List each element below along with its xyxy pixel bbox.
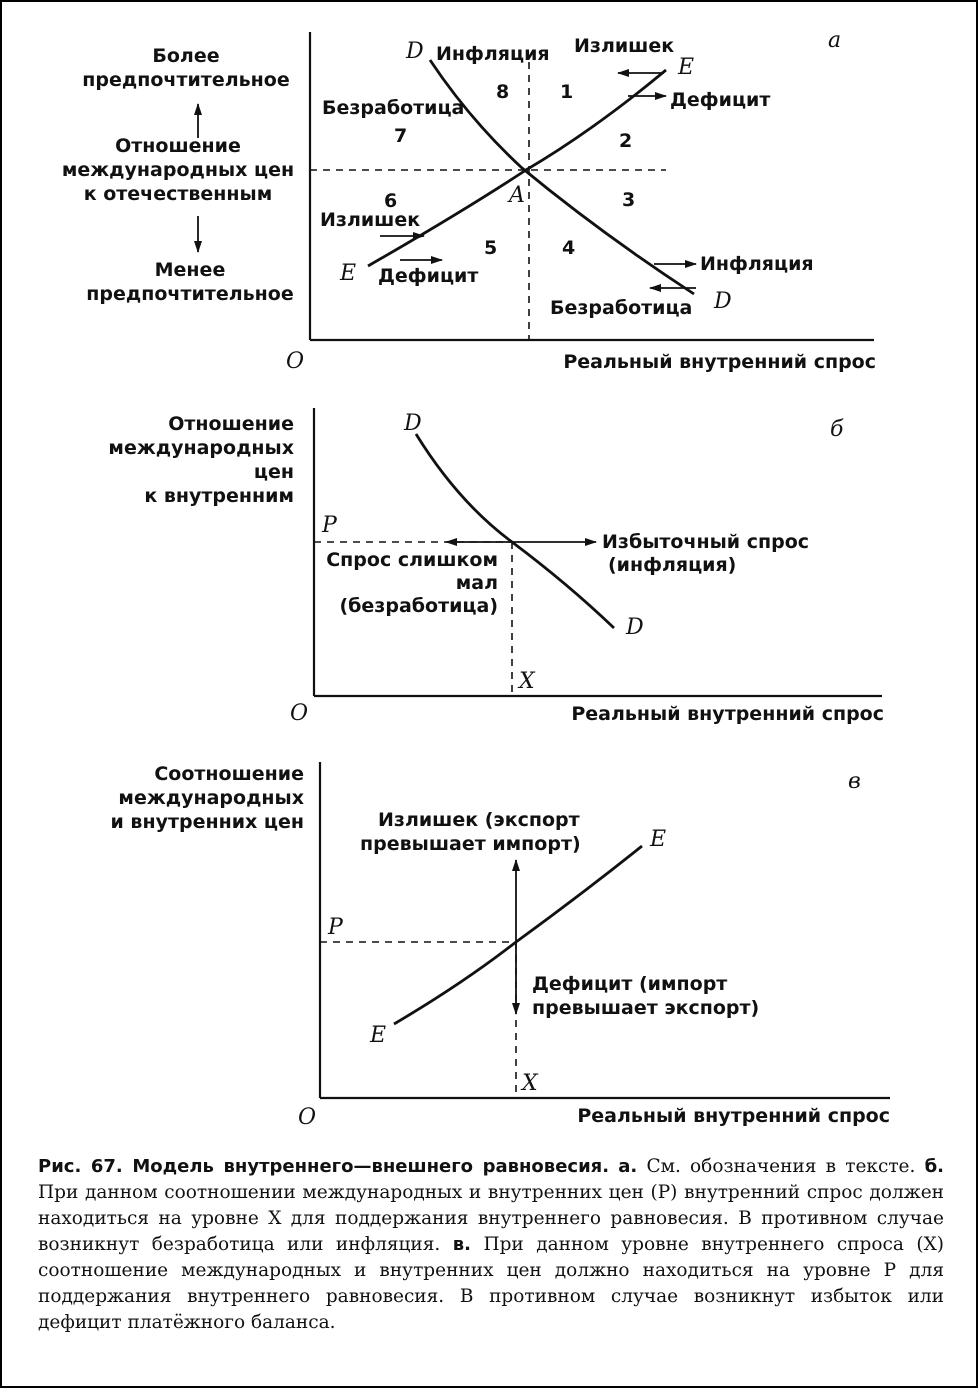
panel-c (111, 762, 891, 1130)
panel-c-letter: в (848, 769, 861, 794)
panel-b-y-axis-line2: международных (108, 437, 294, 459)
panel-a-more-preferable-line1: Более (152, 45, 220, 67)
panel-b-x-axis-label: Реальный внутренний спрос (571, 703, 884, 725)
panel-a-unemployment-top: Безработица (322, 97, 465, 119)
panel-b-d-label-bottom: D (626, 615, 644, 640)
panel-b-right-note-line1: Избыточный спрос (602, 531, 810, 553)
panel-c-y-axis-line2: международных (118, 787, 304, 809)
panel-a-y-axis-line2: международных цен (61, 159, 295, 181)
panel-a (62, 28, 876, 374)
panel-a-inflation-top: Инфляция (436, 43, 550, 65)
caption-a-text: См. обозначения в тексте. (646, 1156, 916, 1177)
panel-b-y-axis-line1: Отношение (168, 413, 294, 435)
panel-b-left-note-line1: Спрос слишком (326, 549, 498, 571)
panel-a-deficit-bottom: Дефицит (378, 265, 479, 287)
caption-a-mark: а. (618, 1156, 638, 1177)
panel-a-region-5: 5 (484, 237, 498, 259)
panel-c-e-label-bottom: E (370, 1023, 387, 1048)
panel-a-less-preferable-line1: Менее (154, 259, 226, 281)
panel-b-letter: б (830, 417, 844, 442)
panel-b-d-label-top: D (404, 411, 422, 436)
panel-b-x-label: X (519, 669, 535, 694)
panel-a-d-label-top: D (406, 39, 424, 64)
panel-a-y-axis-line1: Отношение (115, 135, 241, 157)
panel-a-region-7: 7 (394, 125, 408, 147)
panel-a-region-8: 8 (496, 81, 510, 103)
figure-caption (38, 1154, 944, 1336)
panel-a-y-axis-line3: к отечественным (83, 183, 273, 205)
panel-a-more-preferable-line2: предпочтительное (82, 69, 290, 91)
panel-a-region-4: 4 (562, 237, 576, 259)
panel-a-x-axis-label: Реальный внутренний спрос (563, 351, 876, 373)
caption-b-text: При данном соотношении международных и внутренних цен (P) внутренний спрос должен находиться на уровне X для поддержания внутреннего равновесия. В противном случае возникнут безработица или инфляция. (38, 1182, 944, 1255)
panel-b-y-axis-line3: цен (253, 461, 294, 483)
caption-c-text: При данном уровне внутреннего спроса (X) соотношение международных и внутренних цен должно находиться на уровне P для поддержания внутреннего равновесия. В противном случае возникнут избыток или дефицит платёжного баланса. (38, 1234, 944, 1333)
panel-b-left-note-line3: (безработица) (339, 595, 498, 617)
panel-c-origin: O (298, 1105, 317, 1130)
panel-a-unemployment-bottom: Безработица (550, 297, 693, 319)
caption-c-mark: в. (452, 1234, 471, 1255)
panel-c-e-label-top: E (650, 827, 667, 852)
panel-b-y-axis-line4: к внутренним (144, 485, 294, 507)
panel-a-region-6: 6 (384, 190, 398, 212)
panel-a-region-2: 2 (619, 130, 633, 152)
diagram-canvas (2, 2, 978, 1142)
panel-b-left-note-line2: мал (455, 572, 498, 594)
panel-a-letter: а (828, 28, 842, 53)
panel-a-surplus-bottom: Излишек (320, 209, 421, 231)
panel-a-inflation-bottom: Инфляция (700, 253, 814, 275)
caption-b-mark: б. (924, 1156, 944, 1177)
panel-a-e-label-top: E (678, 55, 695, 80)
panel-a-surplus-top: Излишек (574, 35, 675, 57)
panel-a-deficit-top: Дефицит (670, 89, 771, 111)
panel-b-p-label: P (322, 513, 337, 538)
panel-c-x-axis-label: Реальный внутренний спрос (577, 1105, 890, 1127)
panel-a-less-preferable-line2: предпочтительное (86, 283, 294, 305)
panel-c-down-note-line2: превышает экспорт) (532, 997, 760, 1019)
panel-c-down-note-line1: Дефицит (импорт (532, 973, 728, 995)
panel-b-origin: O (290, 701, 309, 726)
panel-c-p-label: P (328, 915, 343, 940)
panel-c-y-axis-line1: Соотношение (154, 763, 304, 785)
panel-a-d-label-bottom: D (714, 289, 732, 314)
panel-a-region-3: 3 (622, 189, 636, 211)
panel-a-region-1: 1 (560, 81, 574, 103)
panel-c-up-note-line1: Излишек (экспорт (378, 809, 580, 831)
panel-a-e-label-bottom: E (340, 261, 357, 286)
panel-c-x-label: X (522, 1071, 538, 1096)
panel-c-up-note-line2: превышает импорт) (360, 833, 581, 855)
panel-b-right-note-line2: (инфляция) (608, 554, 737, 576)
panel-a-origin: O (286, 349, 305, 374)
caption-title: Рис. 67. Модель внутреннего—внешнего равновесия. (38, 1156, 610, 1177)
panel-c-y-axis-line3: и внутренних цен (110, 811, 304, 833)
panel-a-point-a: A (509, 183, 525, 208)
panel-b (108, 408, 884, 726)
